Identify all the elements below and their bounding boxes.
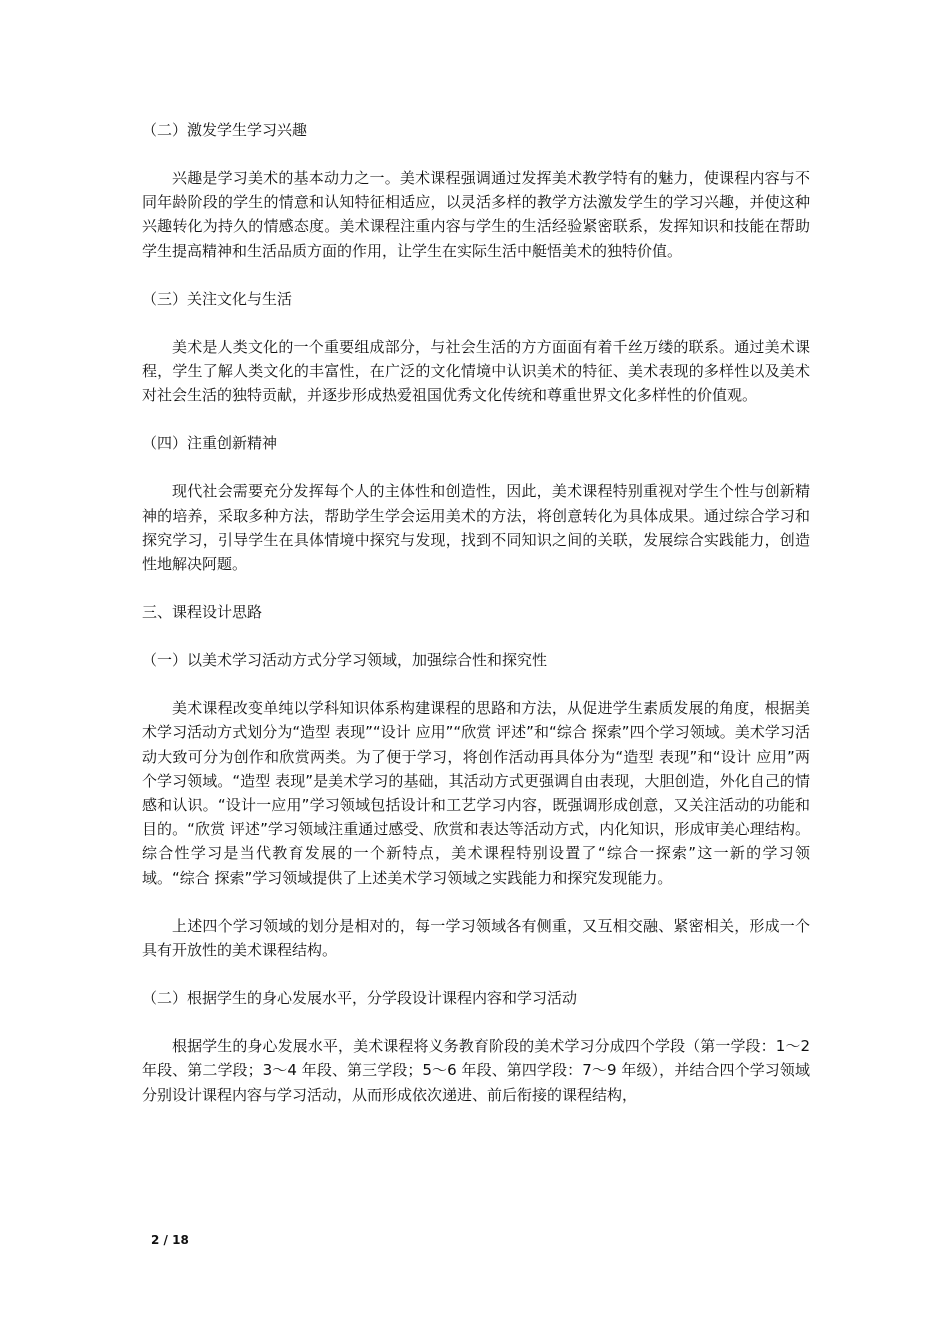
page-content (142, 118, 810, 1107)
design-heading-2: （二）根据学生的身心发展水平，分学段设计课程内容和学习活动 (142, 989, 578, 1008)
paragraph-learning-domains: 美术课程改变单纯以学科知识体系构建课程的思路和方法，从促进学生素质发展的角度，根据美术学习活动方式划分为“造型 表现”“设计 应用”“欣赏 评述”和“综合 探索”四个学习领域。美术学习活动大致可分为创作和欣赏两类。为了便于学习，将创作活动再具体分为“造型 表现”和“设计 应用”两个学习领域。“造型 表现”是美术学习的基础，其活动方式更强调自由表现，大胆创造，外化自己的情感和认识。“设计一应用”学习领域包括设计和工艺学习内容，既强调形成创意，又关注活动的功能和目的。“欣赏 评述”学习领域注重通过感受、欣赏和表达等活动方式，内化知识，形成审美心理结构。 综合性学习是当代教育发展的一个新特点，美术课程特别设置了“综合一探索”这一新的学习领域。“综合 探索”学习领域提供了上述美术学习领域之实践能力和探究发现能力。 (142, 699, 810, 887)
section-heading-2: （二）激发学生学习兴趣 (142, 121, 308, 139)
section-heading-3: （三）关注文化与生活 (142, 289, 293, 308)
paragraph-culture: 美术是人类文化的一个重要组成部分，与社会生活的方方面面有着千丝万缕的联系。通过美术课程，学生了解人类文化的丰富性，在广泛的文化情境中认识美术的特征、美术表现的多样性以及美术对社会生活的独特贡献，并逐步形成热爱祖国优秀文化传统和尊重世界文化多样性的价值观。 (142, 337, 810, 405)
paragraph-four-domains: 上述四个学习领域的划分是相对的，每一学习领域各有侧重，又互相交融、紧密相关，形成一个具有开放性的美术课程结构。 (142, 916, 810, 960)
paragraph-innovation: 现代社会需要充分发挥每个人的主体性和创造性，因此，美术课程特别重视对学生个性与创新精神的培养，采取多种方法，帮助学生学会运用美术的方法，将创意转化为具体成果。通过综合学习和探究学习，引导学生在具体情境中探究与发现，找到不同知识之间的关联，发展综合实践能力，创造性地解决阿题。 (142, 482, 810, 574)
chapter-heading-3: 三、课程设计思路 (142, 603, 263, 622)
paragraph-interest: 兴趣是学习美术的基本动力之一。美术课程强调通过发挥美术教学特有的魅力，使课程内容与不同年龄阶段的学生的情意和认知特征相适应，以灵活多样的教学方法激发学生的学习兴趣，并使这种兴趣转化为持久的情感态度。美术课程注重内容与学生的生活经验紧密联系，发挥知识和技能在帮助学生提高精神和生活品质方面的作用，让学生在实际生活中艇悟美术的独特价值。 (142, 169, 810, 260)
design-heading-1: （一）以美术学习活动方式分学习领域，加强综合性和探究性 (142, 651, 548, 670)
section-heading-4: （四）注重创新精神 (142, 434, 278, 453)
page-number: 2 / 18 (151, 1233, 189, 1247)
paragraph-stages: 根据学生的身心发展水平，美术课程将义务教育阶段的美术学习分成四个学段（第一学段：1～2 年段、第二学段；3～4 年段、第三学段；5～6 年段、第四学段：7～9 年级），并结合四个学习领域分别设计课程内容与学习活动，从而形成依次递进、前后衔接的课程结构， (142, 1037, 810, 1104)
